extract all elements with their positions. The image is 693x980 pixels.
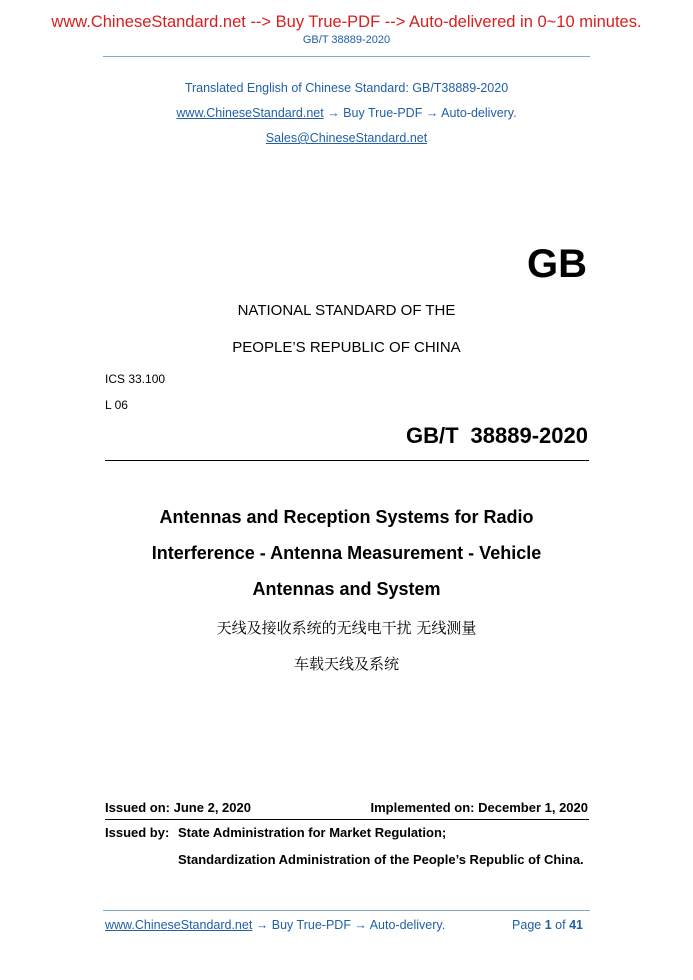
issued-on — [105, 800, 251, 815]
title-zh-line1: 天线及接收系统的无线电干扰 无线测量 — [216, 619, 477, 637]
classification-code: L 06 — [105, 398, 128, 412]
intro-buy-text: → Buy True-PDF → Auto-delivery. — [327, 106, 517, 120]
footer-divider — [103, 910, 590, 911]
page-current: 1 — [544, 918, 552, 932]
standard-code-number: 38889-2020 — [470, 423, 588, 448]
intro-buy-line — [0, 106, 693, 120]
page-label: Page — [512, 918, 542, 932]
national-standard-line2: PEOPLE’S REPUBLIC OF CHINA — [232, 339, 461, 356]
page-indicator — [512, 918, 583, 932]
code-divider — [105, 460, 589, 461]
intro-site-link[interactable]: www.ChineseStandard.net — [176, 106, 324, 120]
implemented-on-value: December 1, 2020 — [478, 800, 588, 815]
title-en-line1: Antennas and Reception Systems for Radio — [159, 507, 534, 527]
issued-by-value1: State Administration for Market Regulation; — [178, 825, 447, 840]
implemented-on — [371, 800, 589, 815]
title-zh-line2: 车载天线及系统 — [293, 655, 399, 673]
implemented-on-label: Implemented on: — [370, 800, 475, 815]
ics-code: ICS 33.100 — [105, 372, 166, 386]
issue-divider — [105, 819, 589, 820]
issued-by-value2: Standardization Administration of the People’s Republic of China. — [178, 852, 584, 867]
issued-by-label: Issued by: — [105, 825, 170, 840]
national-standard-line1: NATIONAL STANDARD OF THE — [237, 302, 456, 319]
footer-buy-line — [105, 918, 445, 932]
issued-on-label: Issued on: — [105, 800, 171, 815]
sales-line — [0, 131, 693, 145]
footer-buy-text: → Buy True-PDF → Auto-delivery. — [255, 918, 446, 932]
title-en-line3: Antennas and System — [252, 579, 441, 599]
translation-note: Translated English of Chinese Standard: GB/T38889-2020 — [184, 81, 509, 95]
top-banner[interactable]: www.ChineseStandard.net --> Buy True-PDF --> Auto-delivered in 0~10 minutes. — [51, 13, 642, 31]
issued-on-value: June 2, 2020 — [173, 800, 251, 815]
standard-code — [406, 423, 588, 449]
header-divider — [103, 56, 590, 57]
standard-code-prefix: GB/T — [405, 423, 459, 448]
sales-email-link[interactable]: Sales@ChineseStandard.net — [265, 131, 428, 145]
footer-site-link[interactable]: www.ChineseStandard.net — [105, 918, 253, 932]
gb-logo: GB — [527, 242, 587, 286]
page-total: 41 — [569, 918, 583, 932]
page-of: of — [555, 918, 566, 932]
title-en-line2: Interference - Antenna Measurement - Vehicle — [151, 543, 542, 563]
header-standard-ref: GB/T 38889-2020 — [302, 34, 391, 46]
